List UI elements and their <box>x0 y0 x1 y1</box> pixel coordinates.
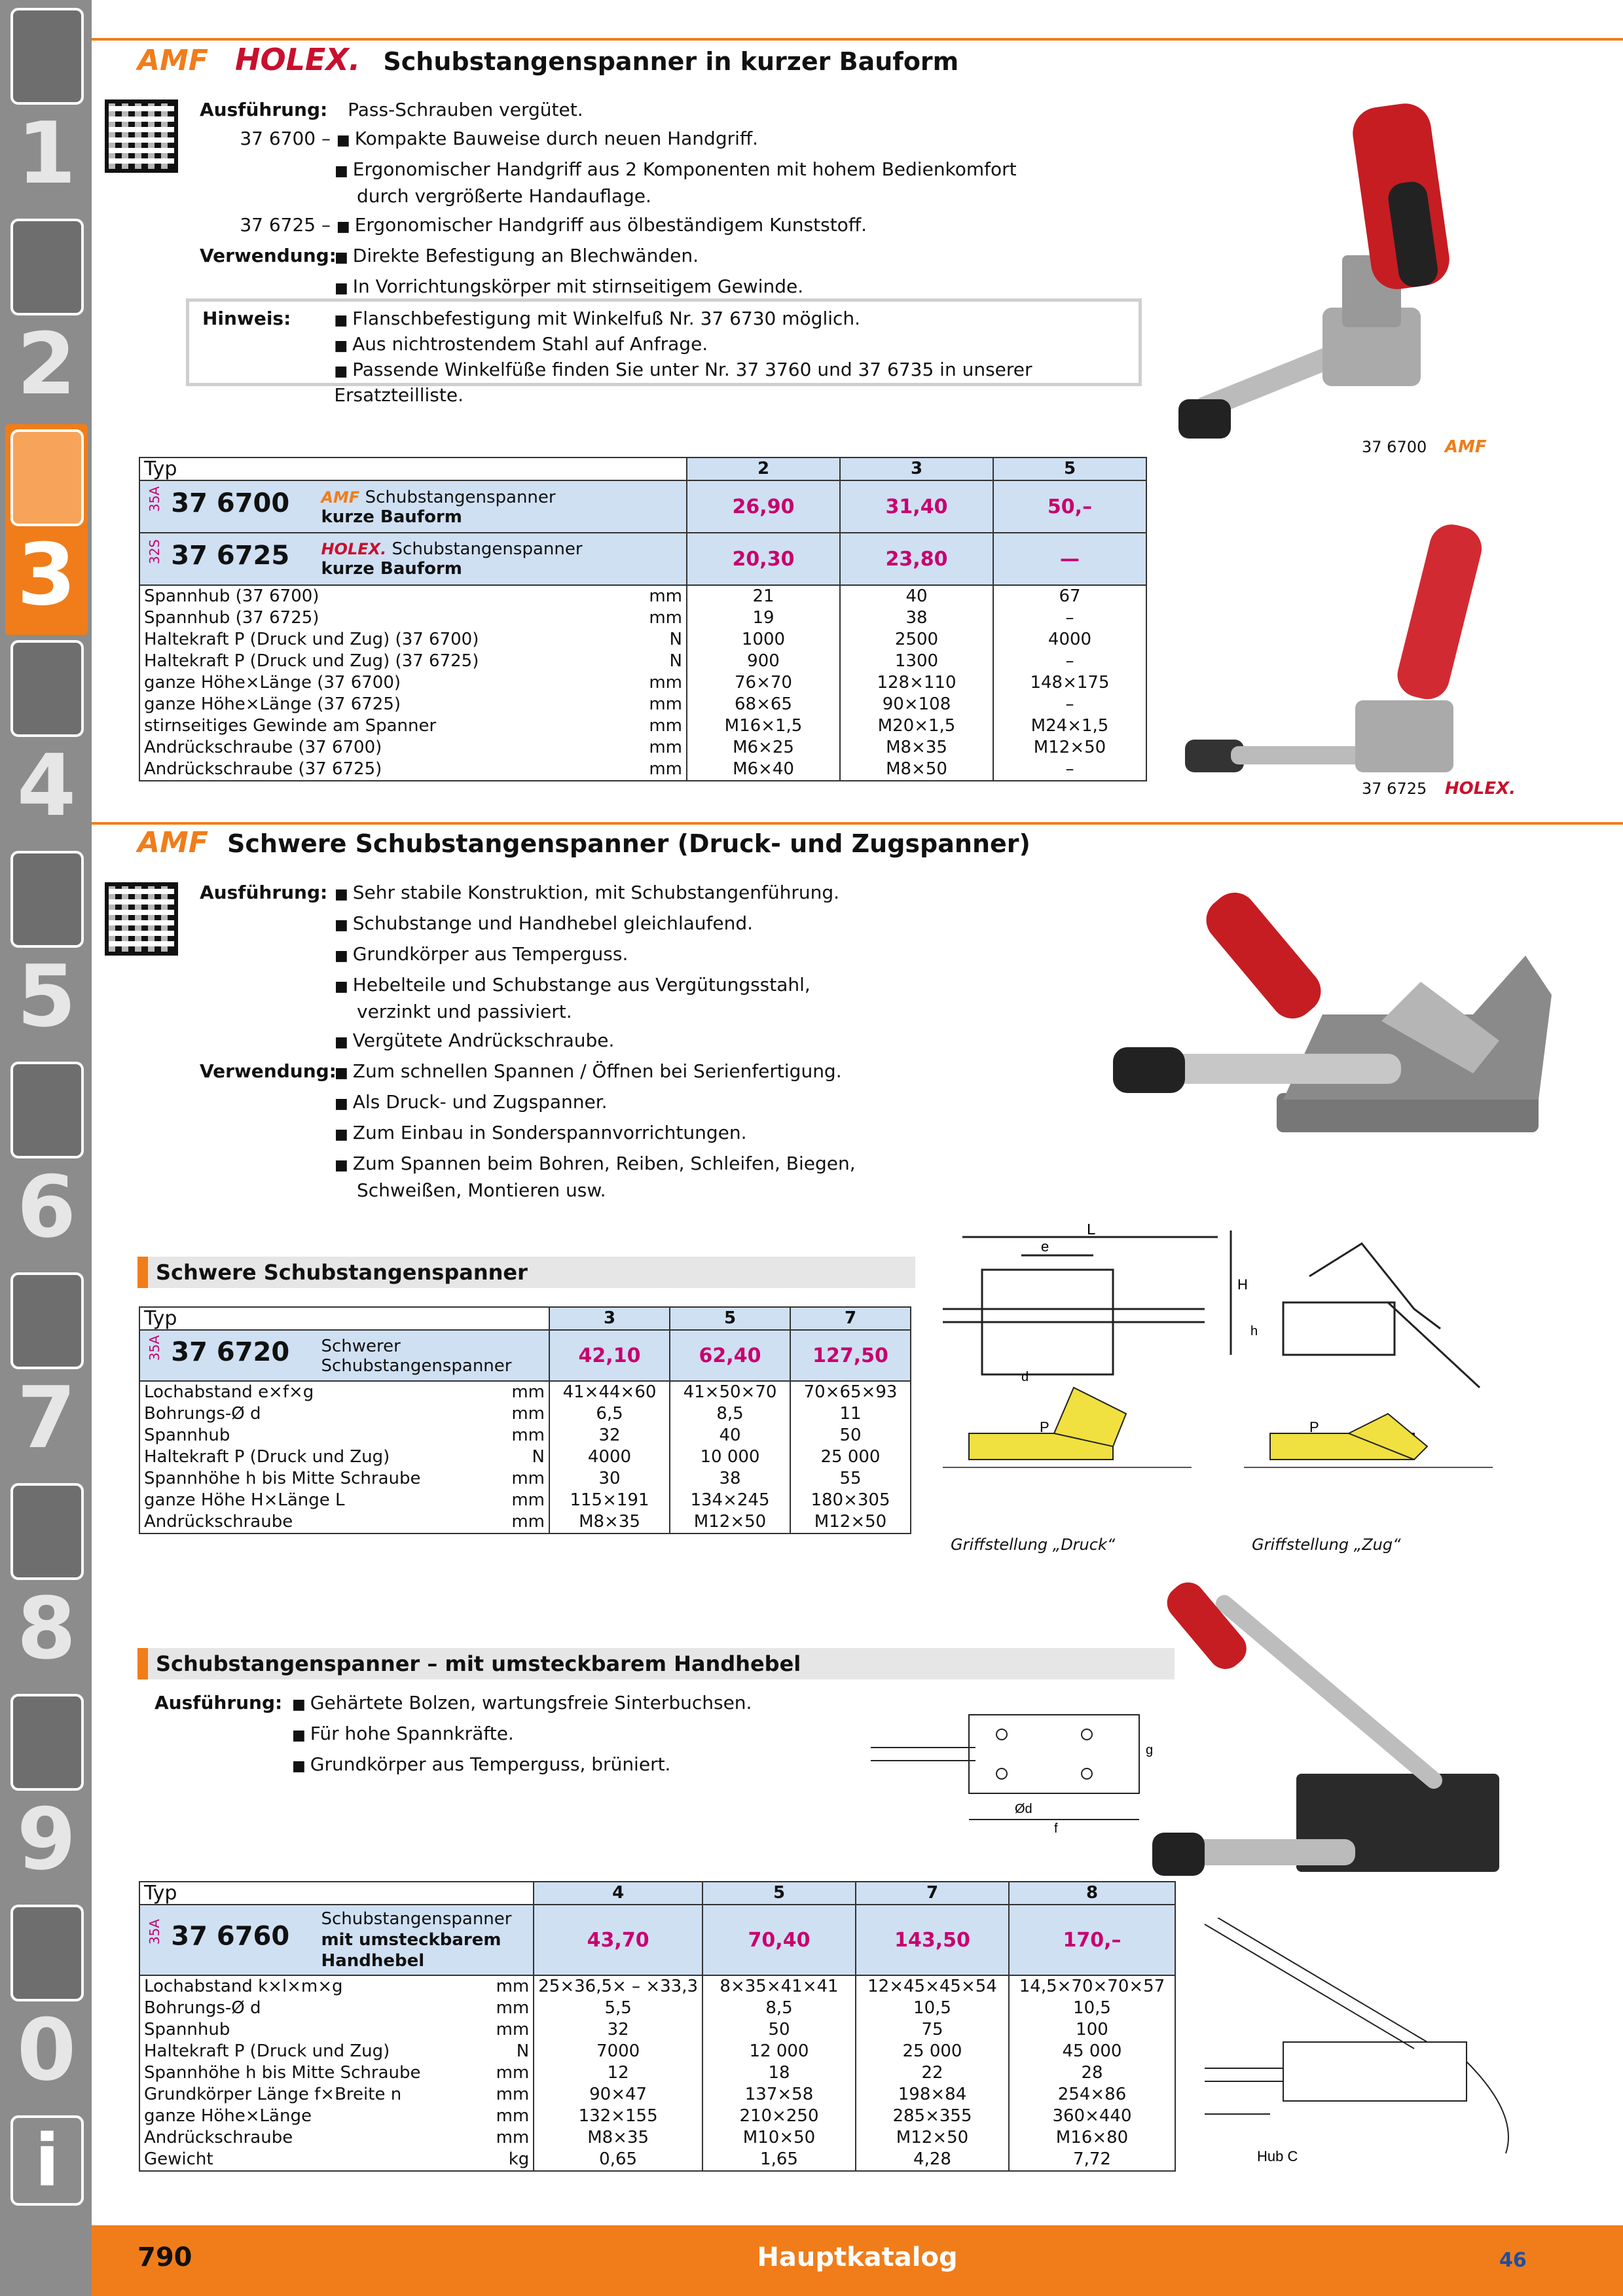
technical-drawing-dimensions <box>943 1224 1623 1499</box>
table-row <box>139 1490 911 1511</box>
value-cell: 1,65 <box>702 2149 856 2171</box>
value-cell: 38 <box>840 607 993 629</box>
table-row <box>139 651 1146 672</box>
table-row <box>139 2019 1175 2041</box>
value-cell: 7,72 <box>1009 2149 1175 2171</box>
value-cell: 40 <box>840 585 993 607</box>
value-cell: M8×50 <box>840 759 993 781</box>
value-cell: 28 <box>1009 2062 1175 2084</box>
catalog-title: Hauptkatalog <box>757 2242 958 2272</box>
value-cell: – <box>993 607 1146 629</box>
table-row <box>139 607 1146 629</box>
table-row <box>139 2041 1175 2062</box>
table-row <box>139 2106 1175 2127</box>
caliper-icon <box>10 640 84 737</box>
chapter-tab-9[interactable]: 9 <box>5 1689 88 1899</box>
value-cell: 0,65 <box>534 2149 702 2171</box>
value-cell: 254×86 <box>1009 2084 1175 2106</box>
row-unit: mm <box>483 2106 534 2127</box>
chuck-icon <box>10 429 84 526</box>
price-cell: 62,40 <box>670 1330 790 1381</box>
value-cell: M16×1,5 <box>687 715 840 737</box>
product-image-376700 <box>1165 92 1506 458</box>
table-row <box>139 1998 1175 2019</box>
row-unit: mm <box>483 2127 534 2149</box>
table-376720 <box>139 1306 911 1534</box>
price-cell: 42,10 <box>549 1330 670 1381</box>
value-cell: 4,28 <box>856 2149 1009 2171</box>
row-unit: mm <box>483 1998 534 2019</box>
value-cell: 1000 <box>687 629 840 651</box>
value-cell: M24×1,5 <box>993 715 1146 737</box>
chapter-tab-6[interactable]: 6 <box>5 1056 88 1267</box>
caption-zug: Griffstellung „Zug“ <box>1252 1535 1401 1554</box>
value-cell: 68×65 <box>687 694 840 715</box>
row-label: Andrückschraube <box>139 2127 483 2149</box>
svg-text:H: H <box>1237 1276 1248 1293</box>
row-label: Bohrungs-Ø d <box>139 1403 497 1425</box>
row-label: Lochabstand k×l×m×g <box>139 1975 483 1998</box>
price-cell: 20,30 <box>687 533 840 585</box>
row-unit: N <box>627 651 687 672</box>
row-label: Lochabstand e×f×g <box>139 1381 497 1403</box>
price-cell: 170,– <box>1009 1905 1175 1975</box>
holex-logo: HOLEX. <box>235 42 361 77</box>
value-cell: M8×35 <box>549 1511 670 1534</box>
svg-text:d: d <box>1021 1370 1029 1384</box>
value-cell: 32 <box>549 1425 670 1446</box>
technical-drawing-hub <box>1192 1918 1532 2166</box>
row-label: Spannhub <box>139 1425 497 1446</box>
value-cell: 5,5 <box>534 1998 702 2019</box>
info-icon: i <box>10 2115 84 2206</box>
value-cell: 50 <box>702 2019 856 2041</box>
value-cell: 90×47 <box>534 2084 702 2106</box>
row-label: Andrückschraube <box>139 1511 497 1534</box>
row-unit: mm <box>627 607 687 629</box>
value-cell: 76×70 <box>687 672 840 694</box>
row-label: Haltekraft P (Druck und Zug) (37 6700) <box>139 629 627 651</box>
image-caption-376700: 37 6700 AMF <box>1362 437 1487 457</box>
value-cell: 198×84 <box>856 2084 1009 2106</box>
row-label: Haltekraft P (Druck und Zug) <box>139 1446 497 1468</box>
table-row <box>139 1446 911 1468</box>
section-rule <box>92 822 1623 825</box>
section-rule <box>92 38 1623 41</box>
technical-drawing-376760 <box>871 1702 1185 1839</box>
table-row <box>139 1511 911 1534</box>
value-cell: 70×65×93 <box>790 1381 911 1403</box>
value-cell: 21 <box>687 585 840 607</box>
row-unit: mm <box>627 585 687 607</box>
row-label: Andrückschraube (37 6700) <box>139 737 627 759</box>
table-row <box>139 672 1146 694</box>
value-cell: 360×440 <box>1009 2106 1175 2127</box>
col-header: 8 <box>1009 1882 1175 1905</box>
col-header: 7 <box>790 1307 911 1330</box>
value-cell: 50 <box>790 1425 911 1446</box>
row-unit: mm <box>497 1403 549 1425</box>
value-cell: 132×155 <box>534 2106 702 2127</box>
table-row <box>139 715 1146 737</box>
safety-glasses-icon <box>10 1905 84 2001</box>
value-cell: 25 000 <box>856 2041 1009 2062</box>
row-label: Gewicht <box>139 2149 483 2171</box>
svg-text:f: f <box>1054 1821 1058 1836</box>
article-376700[interactable]: 35A 37 6700 AMF Schubstangenspanner kurze Bauform <box>139 480 687 533</box>
value-cell: M20×1,5 <box>840 715 993 737</box>
value-cell: M12×50 <box>790 1511 911 1534</box>
wrench-icon <box>10 1062 84 1158</box>
subhead-umsteckbar: Schubstangenspanner – mit umsteckbarem Handhebel <box>137 1648 1175 1679</box>
row-label: Andrückschraube (37 6725) <box>139 759 627 781</box>
col-header: 7 <box>856 1882 1009 1905</box>
article-376760[interactable]: 35A 37 6760 Schubstangenspanner mit umsteckbarem Handhebel <box>139 1905 534 1975</box>
row-unit: mm <box>483 1975 534 1998</box>
row-label: Haltekraft P (Druck und Zug) <box>139 2041 483 2062</box>
chapter-tab-1[interactable]: 1 <box>5 3 88 213</box>
amf-logo: AMF <box>137 826 208 859</box>
value-cell: 115×191 <box>549 1490 670 1511</box>
value-cell: 38 <box>670 1468 790 1490</box>
page-number: 790 <box>137 2242 192 2272</box>
col-header: 3 <box>549 1307 670 1330</box>
row-unit: N <box>627 629 687 651</box>
table-row <box>139 1381 911 1403</box>
col-header: 5 <box>702 1882 856 1905</box>
row-unit: mm <box>627 759 687 781</box>
chapter-tab-7[interactable]: 7 <box>5 1267 88 1478</box>
price-cell: 143,50 <box>856 1905 1009 1975</box>
value-cell: 90×108 <box>840 694 993 715</box>
value-cell: 4000 <box>993 629 1146 651</box>
price-cell: 31,40 <box>840 480 993 533</box>
value-cell: – <box>993 759 1146 781</box>
qr-code-icon[interactable] <box>105 99 178 173</box>
value-cell: 8,5 <box>702 1998 856 2019</box>
value-cell: 14,5×70×70×57 <box>1009 1975 1175 1998</box>
table-row <box>139 1975 1175 1998</box>
grinding-disc-icon <box>10 851 84 948</box>
value-cell: 41×50×70 <box>670 1381 790 1403</box>
value-cell: M12×50 <box>993 737 1146 759</box>
chapter-tab-0[interactable]: 0 <box>5 1899 88 2110</box>
row-unit: mm <box>497 1425 549 1446</box>
value-cell: M6×25 <box>687 737 840 759</box>
section1-description: Ausführung: Pass-Schrauben vergütet. 37 6700 – ■ Kompakte Bauweise durch neuen Handgriff. ■ Ergonomischer Handgriff aus 2 Komponenten mit hohem Bedienkomfort durch vergrößerte Handauflage. 37 6725 – ■ Ergonomischer Handgriff aus ölbeständigem Kunststoff. Verwendung:■ Direkte Befestigung an Blechwänden. ■ In Vorrichtungskörper mit stirnseitigem Gewinde. <box>200 96 1149 303</box>
chapter-tab-2[interactable]: 2 <box>5 213 88 424</box>
row-unit: mm <box>483 2084 534 2106</box>
amf-logo: AMF <box>137 44 208 77</box>
value-cell: 40 <box>670 1425 790 1446</box>
row-label: Bohrungs-Ø d <box>139 1998 483 2019</box>
row-label: ganze Höhe×Länge <box>139 2106 483 2127</box>
value-cell: 285×355 <box>856 2106 1009 2127</box>
row-label: stirnseitiges Gewinde am Spanner <box>139 715 627 737</box>
table-row <box>139 2127 1175 2149</box>
row-label: ganze Höhe×Länge (37 6725) <box>139 694 627 715</box>
value-cell: 180×305 <box>790 1490 911 1511</box>
price-cell: 127,50 <box>790 1330 911 1381</box>
table-row <box>139 585 1146 607</box>
section2-title: Schwere Schubstangenspanner (Druck- und Zugspanner) <box>227 829 1030 858</box>
page-footer <box>92 2225 1623 2296</box>
svg-text:h: h <box>1250 1324 1258 1338</box>
row-unit: mm <box>497 1468 549 1490</box>
svg-text:P: P <box>1309 1419 1319 1435</box>
chapter-tab-8[interactable]: 8 <box>5 1478 88 1689</box>
row-unit: mm <box>627 737 687 759</box>
table-row <box>139 759 1146 781</box>
table-row <box>139 629 1146 651</box>
insert-icon <box>10 219 84 315</box>
value-cell: 11 <box>790 1403 911 1425</box>
hinweis-box: Hinweis: ■ Flanschbefestigung mit Winkelfuß Nr. 37 6730 möglich. ■ Aus nichtrostendem Stahl auf Anfrage. ■ Passende Winkelfüße finden Sie unter Nr. 37 3760 und 37 6735 in unserer Ersatzteilliste. <box>186 298 1142 386</box>
row-unit: mm <box>483 2062 534 2084</box>
product-image-376720 <box>1106 877 1565 1204</box>
row-label: Grundkörper Länge f×Breite n <box>139 2084 483 2106</box>
table-376700-376725 <box>139 457 1147 781</box>
chapter-sidebar <box>0 0 92 2296</box>
typ-header: Typ <box>139 457 687 480</box>
typ-header: Typ <box>139 1307 549 1330</box>
value-cell: M12×50 <box>670 1511 790 1534</box>
value-cell: 67 <box>993 585 1146 607</box>
row-unit: kg <box>483 2149 534 2171</box>
svg-text:g: g <box>1146 1743 1154 1757</box>
table-row <box>139 1425 911 1446</box>
value-cell: 900 <box>687 651 840 672</box>
value-cell: 41×44×60 <box>549 1381 670 1403</box>
table-row <box>139 737 1146 759</box>
chapter-tab-info[interactable] <box>5 2110 88 2221</box>
value-cell: M8×35 <box>534 2127 702 2149</box>
value-cell: 10 000 <box>670 1446 790 1468</box>
pliers-icon <box>10 1272 84 1369</box>
table-body <box>139 585 1146 781</box>
product-image-376725 <box>1165 517 1506 785</box>
price-cell: 23,80 <box>840 533 993 585</box>
value-cell: 12 <box>534 2062 702 2084</box>
row-label: Haltekraft P (Druck und Zug) (37 6725) <box>139 651 627 672</box>
col-header: 3 <box>840 457 993 480</box>
toolbox-icon <box>10 1483 84 1580</box>
cabinet-icon <box>10 1694 84 1791</box>
value-cell: M12×50 <box>856 2127 1009 2149</box>
value-cell: – <box>993 651 1146 672</box>
value-cell: 22 <box>856 2062 1009 2084</box>
col-header: 5 <box>670 1307 790 1330</box>
value-cell: 12×45×45×54 <box>856 1975 1009 1998</box>
row-unit: mm <box>627 672 687 694</box>
col-header: 4 <box>534 1882 702 1905</box>
svg-text:P: P <box>1040 1419 1049 1435</box>
value-cell: 18 <box>702 2062 856 2084</box>
table-row <box>139 694 1146 715</box>
chapter-tab-4[interactable]: 4 <box>5 635 88 846</box>
value-cell: M8×35 <box>840 737 993 759</box>
table-row <box>139 2062 1175 2084</box>
value-cell: 12 000 <box>702 2041 856 2062</box>
row-label: Spannhub <box>139 2019 483 2041</box>
price-cell: 50,– <box>993 480 1146 533</box>
value-cell: 25×36,5× – ×33,3 <box>534 1975 702 1998</box>
row-label: ganze Höhe H×Länge L <box>139 1490 497 1511</box>
value-cell: M16×80 <box>1009 2127 1175 2149</box>
row-unit: mm <box>627 715 687 737</box>
row-unit: mm <box>497 1490 549 1511</box>
typ-header: Typ <box>139 1882 534 1905</box>
qr-code-icon[interactable] <box>105 882 178 956</box>
row-unit: mm <box>483 2019 534 2041</box>
value-cell: M6×40 <box>687 759 840 781</box>
price-cell: 43,70 <box>534 1905 702 1975</box>
table-body <box>139 1381 911 1534</box>
value-cell: 10,5 <box>1009 1998 1175 2019</box>
value-cell: 6,5 <box>549 1403 670 1425</box>
row-unit: mm <box>497 1511 549 1534</box>
value-cell: 2500 <box>840 629 993 651</box>
section1-title: Schubstangenspanner in kurzer Bauform <box>383 47 959 76</box>
table-row <box>139 2149 1175 2171</box>
svg-text:Ød: Ød <box>1015 1802 1032 1816</box>
row-label: Spannhub (37 6725) <box>139 607 627 629</box>
product-image-376760 <box>1146 1577 1512 1918</box>
col-header: 5 <box>993 457 1146 480</box>
row-unit: N <box>497 1446 549 1468</box>
value-cell: M10×50 <box>702 2127 856 2149</box>
value-cell: 30 <box>549 1468 670 1490</box>
drill-icon <box>10 8 84 105</box>
price-cell: 70,40 <box>702 1905 856 1975</box>
value-cell: 55 <box>790 1468 911 1490</box>
value-cell: 7000 <box>534 2041 702 2062</box>
row-unit: mm <box>627 694 687 715</box>
section2-description: Ausführung:■ Sehr stabile Konstruktion, mit Schubstangenführung. ■ Schubstange und Handhebel gleichlaufend. ■ Grundkörper aus Temperguss. ■ Hebelteile und Schubstange aus Vergütungsstahl, verzinkt und passiviert. ■ Vergütete Andrückschraube. Verwendung:■ Zum schnellen Spannen / Öffnen bei Serienfertigung. ■ Als Druck- und Zugspanner. ■ Zum Einbau in Sonderspannvorrichtungen. ■ Zum Spannen beim Bohren, Reiben, Schleifen, Biegen, Schweißen, Montieren usw. <box>200 878 1051 1205</box>
caption-druck: Griffstellung „Druck“ <box>951 1535 1116 1554</box>
subhead-schwere: Schwere Schubstangenspanner <box>137 1257 915 1288</box>
value-cell: 1300 <box>840 651 993 672</box>
article-376725[interactable]: 32S 37 6725 HOLEX. Schubstangenspanner kurze Bauform <box>139 533 687 585</box>
price-cell: — <box>993 533 1146 585</box>
image-caption-376725: 37 6725 HOLEX. <box>1362 779 1516 798</box>
svg-text:L: L <box>1087 1224 1096 1238</box>
price-cell: 26,90 <box>687 480 840 533</box>
value-cell: 148×175 <box>993 672 1146 694</box>
value-cell: 4000 <box>549 1446 670 1468</box>
row-unit: mm <box>497 1381 549 1403</box>
value-cell: 25 000 <box>790 1446 911 1468</box>
sheet-number: 46 <box>1499 2249 1527 2272</box>
value-cell: 210×250 <box>702 2106 856 2127</box>
table-body <box>139 1975 1175 2171</box>
value-cell: 8,5 <box>670 1403 790 1425</box>
value-cell: 8×35×41×41 <box>702 1975 856 1998</box>
section2-header <box>137 826 1030 859</box>
value-cell: 137×58 <box>702 2084 856 2106</box>
col-header: 2 <box>687 457 840 480</box>
row-label: Spannhub (37 6700) <box>139 585 627 607</box>
value-cell: 32 <box>534 2019 702 2041</box>
value-cell: 19 <box>687 607 840 629</box>
value-cell: 75 <box>856 2019 1009 2041</box>
value-cell: 45 000 <box>1009 2041 1175 2062</box>
svg-text:e: e <box>1041 1238 1049 1255</box>
chapter-tab-5[interactable]: 5 <box>5 846 88 1056</box>
table-row <box>139 2084 1175 2106</box>
row-unit: N <box>483 2041 534 2062</box>
value-cell: 10,5 <box>856 1998 1009 2019</box>
value-cell: 128×110 <box>840 672 993 694</box>
table-376760 <box>139 1881 1176 2172</box>
svg-text:Hub C: Hub C <box>1257 2148 1298 2164</box>
table-row <box>139 1468 911 1490</box>
article-376720[interactable]: 35A 37 6720 Schwerer Schubstangenspanner <box>139 1330 549 1381</box>
table-row <box>139 1403 911 1425</box>
section3-description: Ausführung:■ Gehärtete Bolzen, wartungsfreie Sinterbuchsen. ■ Für hohe Spannkräfte. ■ Grundkörper aus Temperguss, brüniert. <box>155 1689 809 1781</box>
value-cell: 100 <box>1009 2019 1175 2041</box>
row-label: Spannhöhe h bis Mitte Schraube <box>139 2062 483 2084</box>
row-label: ganze Höhe×Länge (37 6700) <box>139 672 627 694</box>
value-cell: 134×245 <box>670 1490 790 1511</box>
row-label: Spannhöhe h bis Mitte Schraube <box>139 1468 497 1490</box>
section1-header <box>137 42 958 77</box>
chapter-tab-3[interactable]: 3 <box>5 424 88 635</box>
value-cell: – <box>993 694 1146 715</box>
